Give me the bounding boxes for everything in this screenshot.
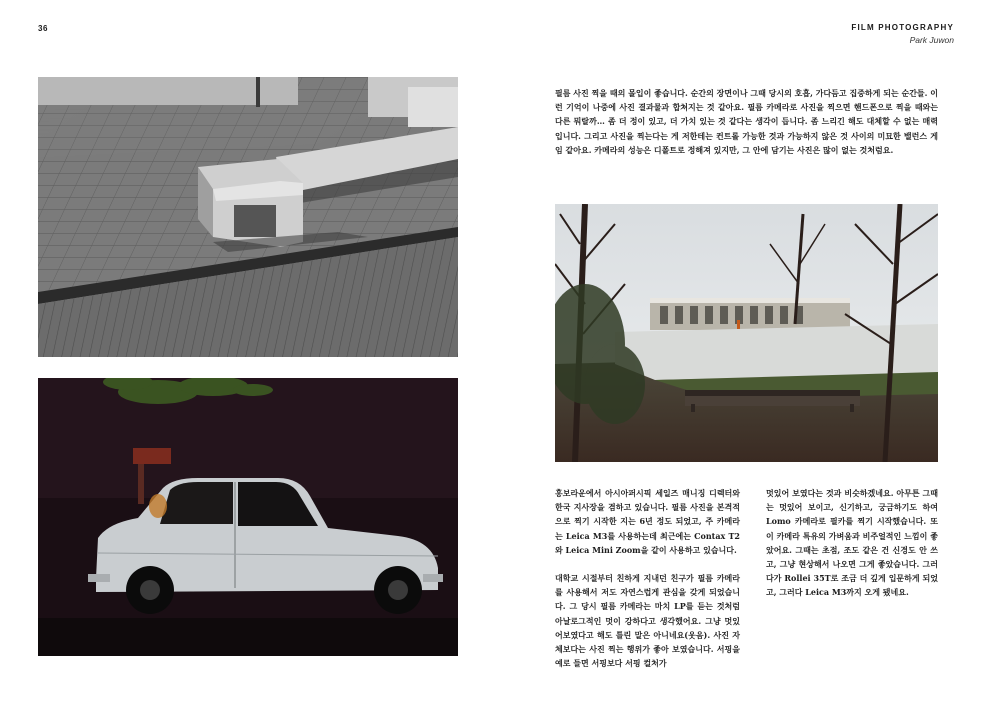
running-header: [851, 23, 954, 45]
paragraph: 홍보라운에서 아시아퍼시픽 세일즈 매니징 디렉터와 한국 지사장을 겸하고 있습니다. 필름 사진을 본격적으로 찍기 시작한 지는 6년 정도 되었고, 주 카메라는 Leica M3를 사용하는데 최근에는 Contax T2와 Leica Mini Zoom을 같이 사용하고 있습니다.: [555, 488, 740, 555]
paragraph: 멋있어 보였다는 것과 비슷하겠네요. 아무튼 그때는 멋있어 보이고, 신기하고, 궁금하기도 하여 Lomo 카메라로 필카를 찍기 시작했습니다. 또이 카메라 특유의 가벼움과 비주얼적인 느낌이 좋았어요. 그때는 초점, 조도 같은 건 신경도 안 쓰고, 그냥 현상해서 나오면 그게 좋았습니다. 그러다가 Rollei 35T로 조금 더 깊게 입문하게 되었고, 그러다 Leica M3까지 오게 됐네요.: [766, 488, 938, 598]
body-column-left: [555, 486, 740, 684]
page-number: 36: [38, 24, 48, 33]
intro-paragraph: [555, 86, 938, 171]
intro-text: 필름 사진 찍을 때의 몰입이 좋습니다. 순간의 장면이나 그때 당시의 호흡, 가다듬고 집중하게 되는 순간들. 이런 기억이 나중에 사진 결과물과 합쳐지는 것 같아요. 필름 카메라로 사진을 찍으면 핸드폰으로 찍을 때와는 다른 뭐랄까… 좀 더 정이 있고, 더 가치 있는 것 같다는 생각이 듭니다. 좀 느리긴 해도 대체할 수 없는 매력입니다. 그리고 사진을 찍는다는 게 저한테는 컨트롤 가능한 것과 가능하지 않은 것 사이의 미묘한 밸런스 게임 같아요. 카메라의 성능은 디폴트로 정해져 있지만, 그 안에 담기는 사진은 많이 없는 것처럼요.: [555, 88, 938, 155]
author-name: Park Juwon: [909, 35, 954, 45]
magazine-title: FILM PHOTOGRAPHY: [851, 23, 954, 32]
photo-concrete-bench: [38, 77, 458, 357]
body-column-right: [766, 486, 938, 614]
photo-white-car: [38, 378, 458, 656]
paragraph: 대학교 시절부터 친하게 지내던 친구가 필름 카메라를 사용해서 저도 자연스럽게 관심을 갖게 되었습니다. 그 당시 필름 카메라는 마치 LP를 듣는 것처럼 아날로그적인 멋이 강하다고 생각했어요. 그냥 멋있어보였다고 해도 틀린 말은 아니네요(웃음). 사진 자체보다는 사진 찍는 행위가 좋아 보였습니다. 서핑을 예로 들면 서핑보다 서핑 컬처가: [555, 573, 740, 669]
photo-winter-park: [555, 204, 938, 462]
